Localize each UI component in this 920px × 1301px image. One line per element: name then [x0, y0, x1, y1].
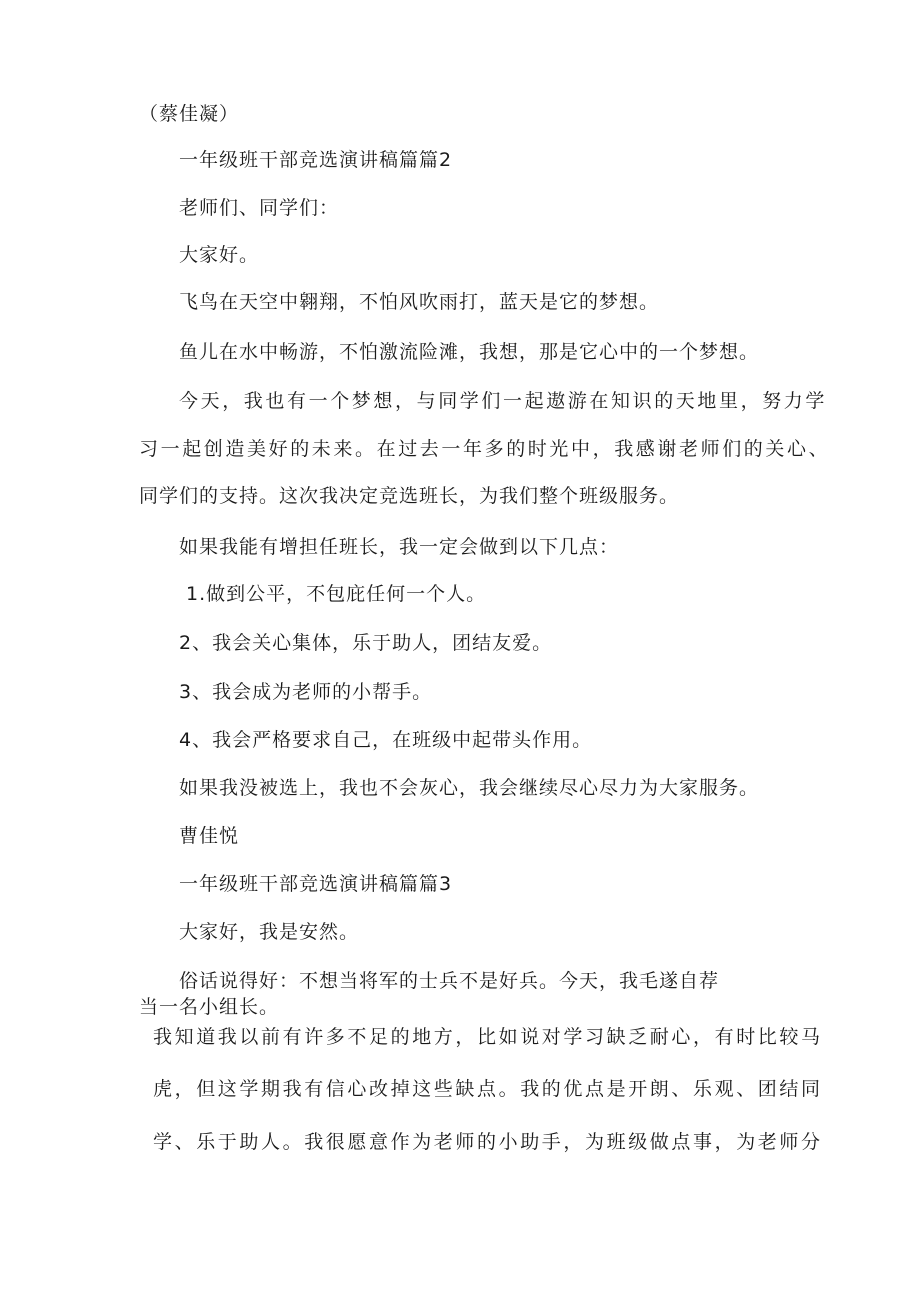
greeting: 大家好。: [179, 244, 260, 266]
speech-heading-2: 一年级班干部竞选演讲稿篇篇2: [179, 149, 453, 171]
greeting-anran: 大家好，我是安然。: [179, 921, 360, 943]
salutation: 老师们、同学们：: [179, 197, 340, 219]
paragraph-self-line: 我知道我以前有许多不足的地方，比如说对学习缺乏耐心，有时比较马: [153, 1026, 823, 1048]
signature-caijianing: （蔡佳凝）: [139, 103, 240, 125]
paragraph-dream-line: 同学们的支持。这次我决定竞选班长，为我们整个班级服务。: [139, 485, 680, 507]
list-item: 4、我会严格要求自己，在班级中起带头作用。: [179, 729, 593, 751]
speech-heading-3: 一年级班干部竞选演讲稿篇篇3: [179, 873, 453, 895]
list-item: 2、我会关心集体，乐于助人，团结友爱。: [179, 632, 553, 654]
paragraph-self-line: 学、乐于助人。我很愿意作为老师的小助手，为班级做点事，为老师分: [153, 1131, 823, 1153]
list-item: 1.做到公平，不包庇任何一个人。: [186, 583, 487, 605]
signature-caojiayue: 曹佳悦: [179, 825, 240, 847]
paragraph-if-elected: 如果我能有增担任班长，我一定会做到以下几点：: [179, 536, 620, 558]
paragraph-dream-line: 习一起创造美好的未来。在过去一年多的时光中，我感谢老师们的关心、: [139, 438, 831, 460]
paragraph-fish: 鱼儿在水中畅游，不怕激流险滩，我想，那是它心中的一个梦想。: [179, 341, 760, 363]
paragraph-dream-line: 今天，我也有一个梦想，与同学们一起遨游在知识的天地里，努力学: [179, 390, 828, 412]
paragraph-proverb-line: 当一名小组长。: [139, 996, 280, 1018]
paragraph-not-elected: 如果我没被选上，我也不会灰心，我会继续尽心尽力为大家服务。: [179, 777, 760, 799]
paragraph-bird: 飞鸟在天空中翱翔，不怕风吹雨打，蓝天是它的梦想。: [179, 291, 660, 313]
paragraph-proverb-line: 俗话说得好：不想当将军的士兵不是好兵。今天，我毛遂自荐: [179, 970, 720, 992]
list-item: 3、我会成为老师的小帮手。: [179, 681, 433, 703]
paragraph-self-line: 虎，但这学期我有信心改掉这些缺点。我的优点是开朗、乐观、团结同: [153, 1078, 823, 1100]
